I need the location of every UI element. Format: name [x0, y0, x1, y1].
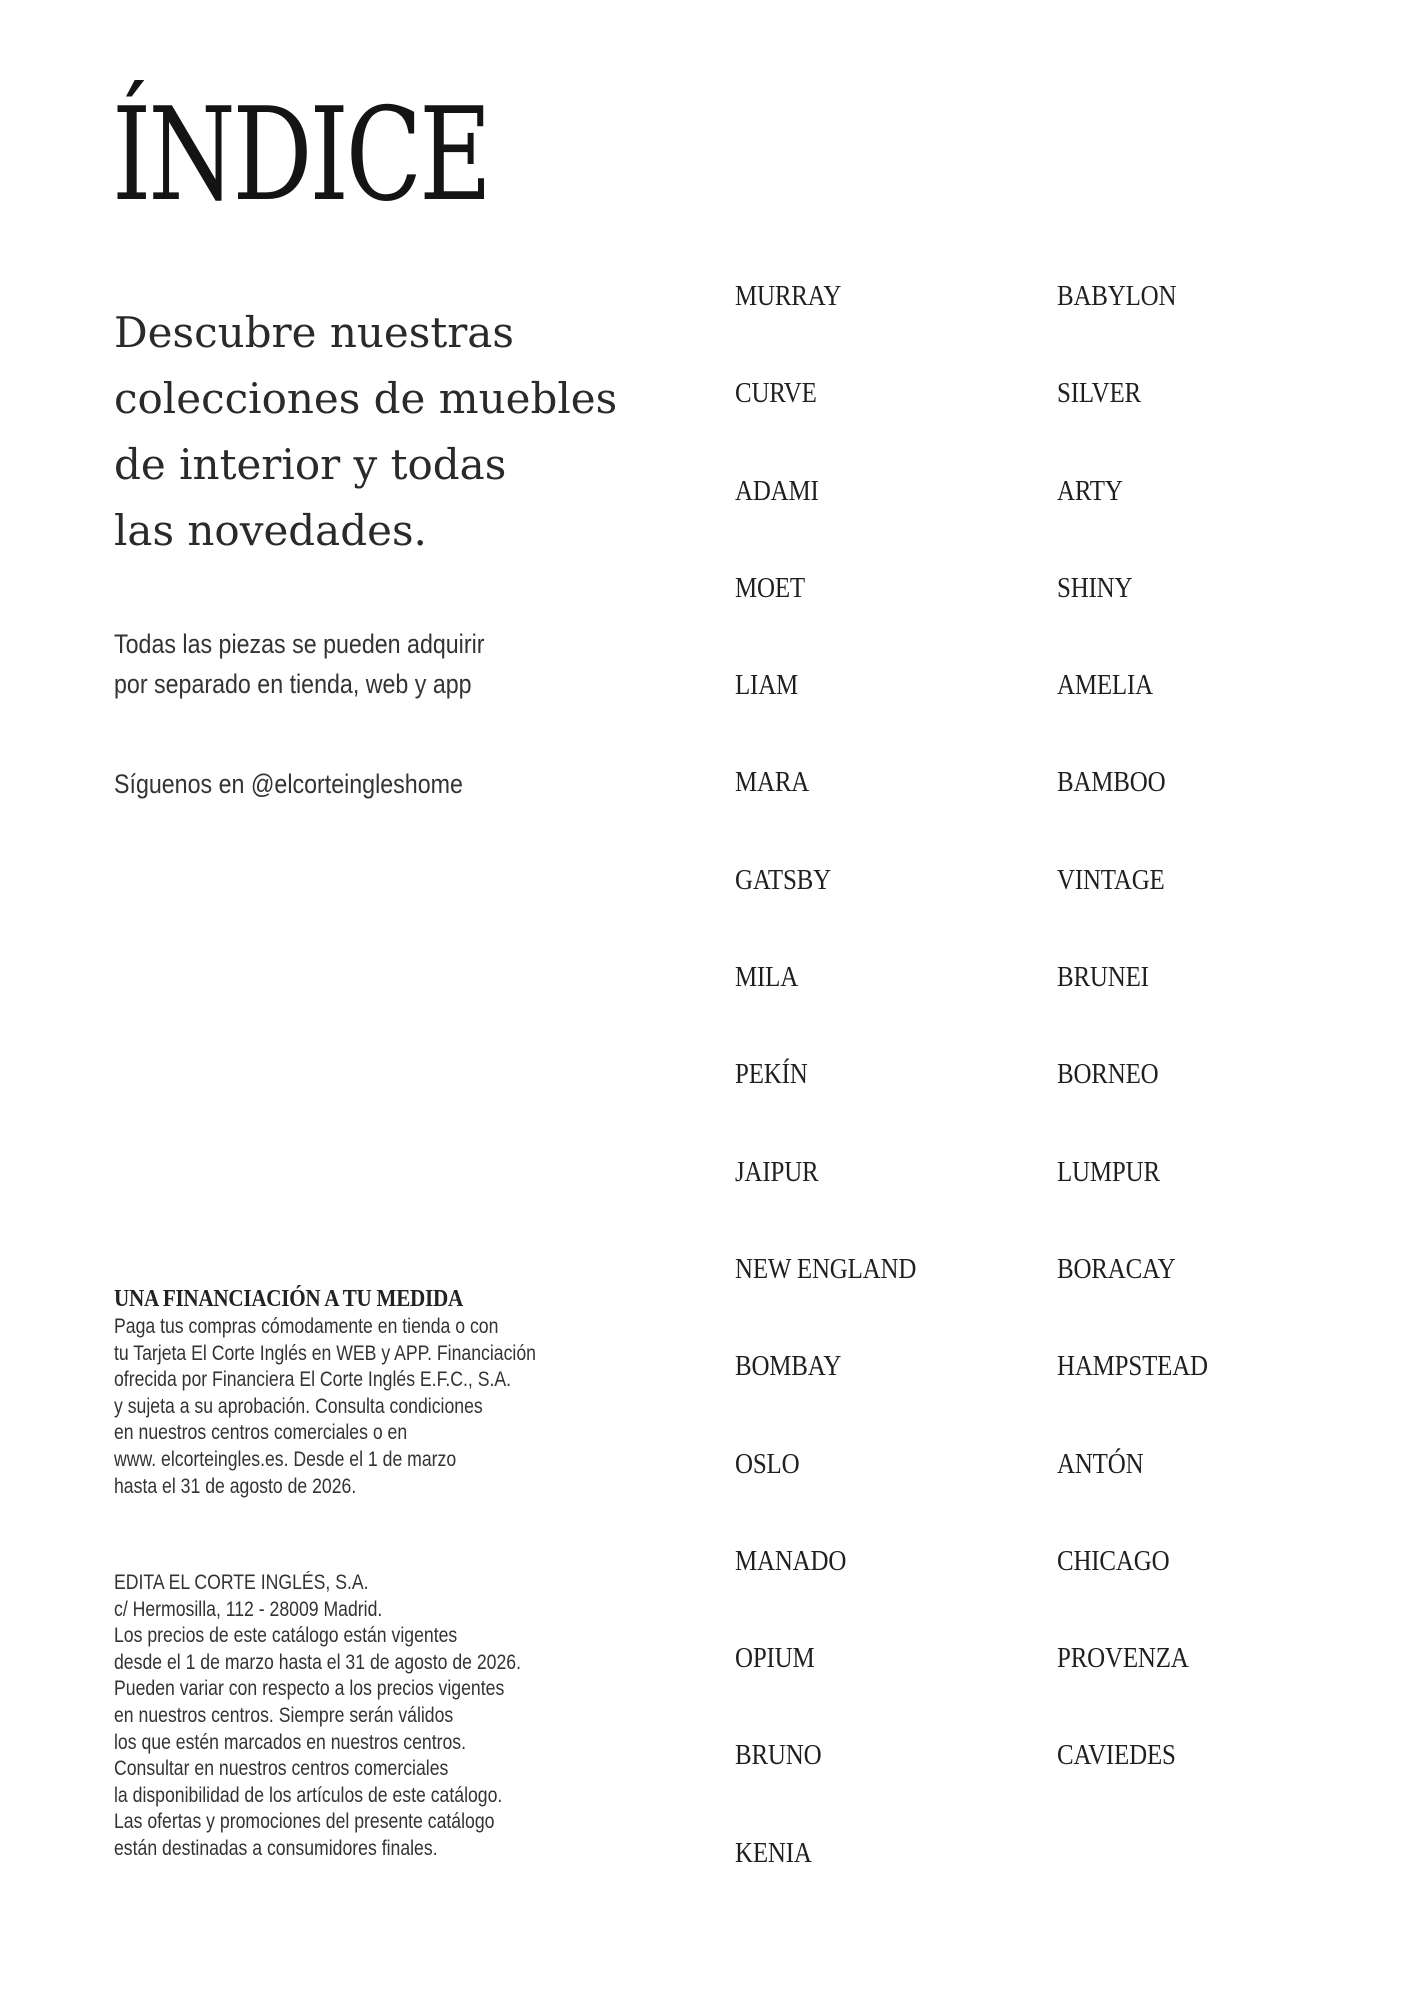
page-title: ÍNDICE	[112, 81, 489, 230]
index-item: MILA	[735, 961, 799, 994]
financing-line: ofrecida por Financiera El Corte Inglés E.F.C., S.A.	[114, 1368, 512, 1392]
index-item: OPIUM	[735, 1642, 815, 1675]
publisher-line: Consultar en nuestros centros comerciales	[114, 1757, 449, 1781]
intro-text	[114, 300, 674, 564]
index-item: BAMBOO	[1057, 766, 1166, 799]
index-item: PEKÍN	[735, 1058, 808, 1091]
publisher-line: Pueden variar con respecto a los precios vigentes	[114, 1677, 505, 1701]
publisher-legal-text	[114, 1570, 521, 1863]
index-column-1	[735, 274, 946, 1928]
index-item: BOMBAY	[735, 1350, 842, 1383]
index-item: PROVENZA	[1057, 1642, 1189, 1675]
financing-line: www. elcorteingles.es. Desde el 1 de marzo	[114, 1447, 457, 1471]
intro-line: de interior y todas	[114, 440, 507, 489]
financing-body	[114, 1314, 536, 1500]
index-item: CURVE	[735, 377, 817, 410]
intro-line: colecciones de muebles	[114, 374, 618, 423]
publisher-line: Las ofertas y promociones del presente catálogo	[114, 1810, 495, 1834]
social-follow-text: Síguenos en @elcorteingleshome	[114, 769, 463, 799]
index-item: ANTÓN	[1057, 1447, 1144, 1480]
index-item: SILVER	[1057, 377, 1141, 410]
publisher-line: están destinadas a consumidores finales.	[114, 1836, 438, 1860]
index-item: NEW ENGLAND	[735, 1252, 917, 1285]
index-item: LIAM	[735, 669, 799, 702]
intro-line: las novedades.	[114, 506, 427, 555]
publisher-line: EDITA EL CORTE INGLÉS, S.A.	[114, 1571, 369, 1594]
index-item: BRUNEI	[1057, 961, 1149, 994]
financing-line: en nuestros centros comerciales o en	[114, 1421, 408, 1445]
index-item: BRUNO	[735, 1739, 822, 1772]
publisher-line: Los precios de este catálogo están vigentes	[114, 1624, 458, 1648]
financing-line: Paga tus compras cómodamente en tienda o con	[114, 1315, 499, 1338]
index-item: BABYLON	[1057, 280, 1177, 312]
index-item: OSLO	[735, 1447, 800, 1480]
index-item: ADAMI	[735, 474, 819, 507]
index-item: VINTAGE	[1057, 863, 1165, 896]
index-item: ARTY	[1057, 474, 1123, 507]
publisher-line: la disponibilidad de los artículos de este catálogo.	[114, 1783, 503, 1807]
publisher-line: c/ Hermosilla, 112 - 28009 Madrid.	[114, 1597, 383, 1621]
index-item: GATSBY	[735, 863, 831, 896]
financing-line: hasta el 31 de agosto de 2026.	[114, 1474, 357, 1498]
index-item: KENIA	[735, 1836, 812, 1869]
index-item: AMELIA	[1057, 669, 1153, 702]
index-item: MURRAY	[735, 280, 842, 312]
purchase-note	[114, 624, 484, 704]
index-item: BORNEO	[1057, 1058, 1159, 1091]
index-item: CAVIEDES	[1057, 1739, 1176, 1772]
publisher-line: en nuestros centros. Siempre serán válidos	[114, 1703, 454, 1727]
index-item: MOET	[735, 571, 805, 604]
index-column-2	[1057, 274, 1232, 1831]
index-item: HAMPSTEAD	[1057, 1350, 1208, 1383]
index-item: MANADO	[735, 1544, 847, 1577]
publisher-line: desde el 1 de marzo hasta el 31 de agosto de 2026.	[114, 1650, 522, 1674]
index-item: LUMPUR	[1057, 1155, 1160, 1188]
index-item: SHINY	[1057, 571, 1133, 604]
index-item: MARA	[735, 766, 810, 799]
note-line: Todas las piezas se pueden adquirir	[114, 629, 485, 659]
index-item: JAIPUR	[735, 1155, 819, 1188]
financing-line: y sujeta a su aprobación. Consulta condiciones	[114, 1394, 483, 1418]
publisher-line: los que estén marcados en nuestros centros.	[114, 1730, 467, 1754]
financing-title: UNA FINANCIACIÓN A TU MEDIDA	[114, 1286, 463, 1312]
index-item: BORACAY	[1057, 1252, 1176, 1285]
index-item: CHICAGO	[1057, 1544, 1170, 1577]
financing-line: tu Tarjeta El Corte Inglés en WEB y APP. Financiación	[114, 1341, 536, 1365]
intro-line: Descubre nuestras	[114, 308, 514, 357]
note-line: por separado en tienda, web y app	[114, 669, 472, 699]
